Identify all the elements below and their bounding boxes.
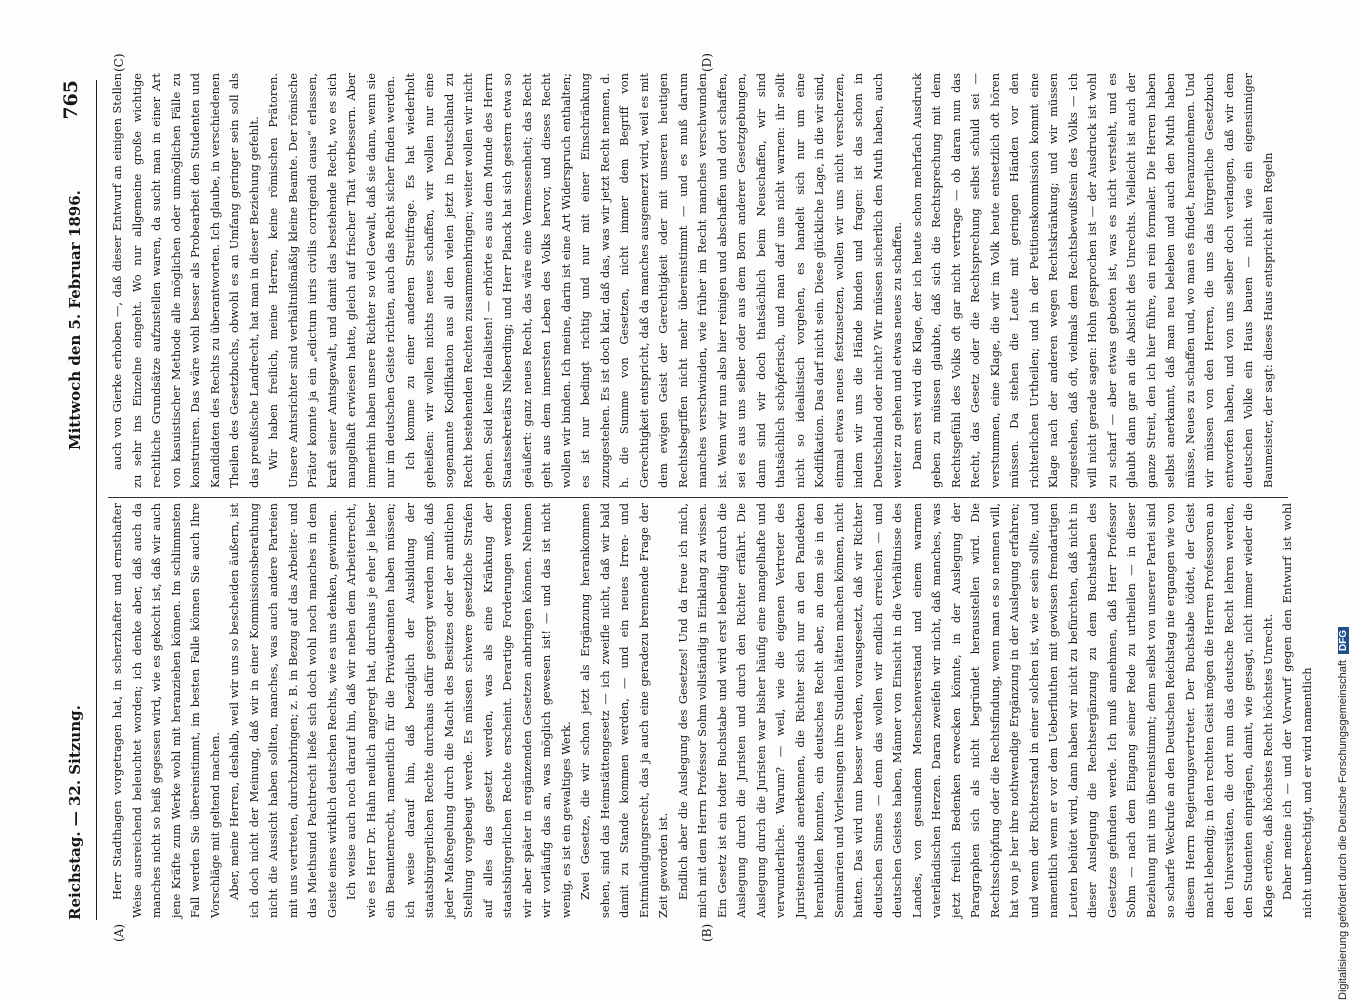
paragraph: Herr Stadthagen vorgetragen hat, in scherzhafter und ernsthafter Weise ausreichend beleuchtet worden; ich denke aber, daß auch da manches nicht so heiß gegessen wird, wie es gekocht ist, daß wir auch jene Kräfte zum Werke wohl mit heranziehen können. Im schlimmsten Fall werden Sie übereinstimmt, im besten Falle können Sie auch Ihre Vorschläge mit geltend machen. [110, 503, 222, 918]
page-header [56, 80, 97, 920]
page-number: 765 [60, 80, 82, 120]
paragraph: Ich komme zu einer anderen Streitfrage. Es hat wiederholt geheißen: wir wollen nichts neues schaffen, wir wollen nur eine sogenannte Kodifikation aus all den vielen jetzt in Deutschland zu Recht bestehenden Rechten zusammenbringen; weiter wollen wir nicht gehen. Seid keine Idealisten! — erhörte es aus dem Munde des Herrn Staatssekretärs Nieberding; und Herr Planck hat sich gestern etwa so geäußert: ganz neues Recht, das wäre eine Vermessenheit; das Recht geht aus dem innersten Leben des Volks hervor, und dieses Recht wollen wir binden. Ich meine, darin ist eine Art Widerspruch enthalten; es ist nur bedingt richtig und nur mit einer Einschränkung zuzugestehen. Es ist doch klar, daß das, was wir jetzt Recht nennen, d. h. die Summe von Gesetzen, nicht immer dem Begriff von Gerechtigkeit entspricht, daß da manches ausgemerzt wird, weil es mit dem ewigen Geist der Gerechtigkeit oder mit unseren heutigen Rechtsbegriffen nicht mehr übereinstimmt — und es muß darum manches verschwinden, wie früher im Recht manches verschwunden ist. Wenn wir nun also hier reinigen und abschaffen und dort schaffen, sei es aus uns selber oder aus dem Born anderer Gesetzgebungen, dann sind wir doch thatsächlich beim Neuschaffen, wir sind thatsächlich schöpferisch, und man darf uns nicht warnen: ihr sollt nicht so idealistisch vorgehen, es handelt sich nur um eine Kodifikation. Das darf nicht sein. Diese glückliche Lage, in die wir sind, einmal etwas neues festzusetzen, wollen wir uns nicht verscherzen, indem wir uns die Hände binden und fragen: ist das schon in Deutschland oder nicht? Wir müssen sicherlich den Muth haben, auch weiter zu gehen und etwas neues zu schaffen. [402, 73, 904, 488]
paragraph: Dann erst wird die Klage, der ich heute schon mehrfach Ausdruck geben zu müssen glaubte, daß sich die Rechtsprechung mit dem Rechtsgefühl des Volks oft gar nicht vertrage — ob daran nun das Recht, das Gesetz oder die Rechtsprechung selbst schuld sei — verstummen, eine Klage, die wir im Volk heute entsetzlich oft hören müssen. Da stehen die Leute mit geringen Händen vor den richterlichen Urtheilen; und in der Petitionskommission kommt eine Klage nach der anderen wegen Rechtskränkung; und wir müssen zugestehen, daß oft, vielmals dem Rechtsbewußtsein des Volks — ich will nicht gerade sagen: Hohn gesprochen ist — der Ausdruck ist wohl zu scharf — aber etwas geboten ist, was es nicht versteht, und es glaubt dann gar an die Absicht des Unrechts. Vielleicht ist auch der ganze Streit, den ich hier führe, ein rein formaler. Die Herren haben selbst anerkannt, daß man neu beleben und auch den Muth haben müsse, Neues zu schaffen und, wo man es findet, heranzunehmen. Und wir müssen von den Herren, die uns das bürgerliche Gesetzbuch entworfen haben, und von uns selber doch verlangen, daß wir dem deutschen Volke ein Haus bauen — nicht wie ein eigensinniger Baumeister, der sagt: dieses Haus entspricht allen Regeln [909, 73, 1275, 488]
paragraph: Daher meine ich — und der Vorwurf gegen den Entwurf ist wohl nicht unberechtigt, und er wird namentlich [1280, 503, 1314, 918]
column-divider [108, 497, 1288, 498]
paragraph: Endlich aber die Auslegung des Gesetzes! Und da freue ich mich, mich mit dem Herrn Professor Sohm vollständig in Einklang zu wissen. Ein Gesetz ist ein todter Buchstabe und wird erst lebendig durch die Auslegung durch die Juristen und durch den Richter erfährt. Die Auslegung durch die Juristen war bisher häufig eine mangelhafte und verwunderliche. Warum? — weil, wie die eigenen Vertreter des Juristenstands anerkennen, die Richter sich nur an den Pandekten heranbilden konnten, ein deutsches Recht aber, an dem sie in den Seminarien und Vorlesungen ihre Studien hätten machen können, nicht hatten. Das wird nun besser werden, vorausgesetzt, daß wir Richter deutschen Sinnes — denn das wollen wir endlich erreichen — und deutschen Geistes haben, Männer von Einsicht in die Verhältnisse des Landes, von gesundem Menschenverstand und einem warmen vaterländischen Herzen. Daran zweifeln wir nicht, daß manches, was jetzt freilich Bedenken erwecken könnte, in der Auslegung der Paragraphen sich als nicht begründet herausstellen wird. Die Rechtsschöpfung oder die Rechtsfindung, wenn man es so nennen will, hat von je her ihre nothwendige Ergänzung in der Auslegung erfahren; und wenn der Richterstand in einer solchen ist, wie er sein sollte, und namentlich wenn er vor dem Ueberfluthen mit gewissen fremdartigen Leuten behütet wird, dann haben wir nicht zu befürchten, daß nicht in dieser Auslegung die Rechtsergänzung zu dem Buchstaben des Gesetzes gefunden werde. Ich muß annehmen, daß Herr Professor Sohm — nach dem Eingang seiner Rede zu urtheilen — in dieser Beziehung mit uns übereinstimmt; denn selbst von unserer Partei sind so scharfe Weckrufe an den Deutschen Reichstag nie ergangen wie von diesem Herrn Regierungsvertreter. Der Buchstabe tödtet, der Geist macht lebendig; in den rechten Geist mögen die Herren Professoren an den Universitäten, die dort nun das deutsche Recht lehren werden, den Studenten einprägen, damit, wie gesagt, nicht immer wieder die Klage ertöne, daß höchstes Recht höchstes Unrecht. [675, 502, 1275, 918]
paragraph: Ich weise auch noch darauf hin, daß wir neben dem Arbeiterrecht, wie es Herr Dr. Hahn neulich angeregt hat, durchaus je eher je lieber ein Beamtenrecht, namentlich für die Privatbeamten haben müssen; ich weise darauf hin, daß bezüglich der Ausbildung der staatsbürgerlichen Rechte durchaus dafür gesorgt werden muß, daß jeder Maßregelung durch die Macht des Besitzes oder der amtlichen Stellung vorgebeugt werde. Es müssen schwere gesetzliche Strafen auf alles das gesetzt werden, was als eine Kränkung der staatsbürgerlichen Rechte erscheint. Derartige Forderungen werden wir aber später in ergänzenden Gesetzen anbringen können. Nehmen wir vorläufig das an, was möglich gewesen ist! — und das ist nicht wenig, es ist ein gewaltiges Werk. [344, 503, 573, 918]
header-session: Reichstag. — 32. Sitzung. [66, 705, 84, 920]
paragraph: Zwei Gesetze, die wir schon jetzt als Ergänzung herankommen sehen, sind das Heimstättengesetz — ich zweifle nicht, daß wir bald damit zu Stande kommen werden, — und ein neues Irren- und Entmündigungsrecht, das ja auch eine geradezu brennende Frage der Zeit geworden ist. [578, 503, 670, 918]
margin-marker-a: (A) [112, 923, 126, 942]
right-column [108, 73, 1288, 488]
margin-marker-b: (B) [700, 923, 714, 942]
paragraph: auch von Gierke erhoben —, daß dieser Entwurf an einigen Stellen zu sehr ins Einzelne eingeht. Wo nur allgemeine große wichtige rechtliche Grundsätze aufzustellen waren, da sucht man in einer Art von kasuistischer Methode alle möglichen oder unmöglichen Fälle zu konstruiren. Das wäre wohl besser als Probearbeit den Studenten und Kandidaten des Rechts zu überantworten. Ich glaube, in verschiedenen Theilen des Gesetzbuchs, obwohl es an Umfang geringer sein soll als das preußische Landrecht, hat man in dieser Beziehung gefehlt. [110, 73, 261, 488]
digitization-text: Digitalisierung gefördert durch die Deutsche Forschungsgemeinschaft [1337, 660, 1349, 1000]
margin-marker-c: (C) [112, 53, 126, 72]
margin-marker-d: (D) [700, 53, 714, 72]
paragraph: Aber, meine Herren, deshalb, weil wir uns so bescheiden äußern, ist ich doch nicht der Meinung, daß wir in einer Kommissionsberathung nicht die Aussicht haben sollten, manches, was auch andere Parteien mit uns vertreten, durchzubringen; z. B. in Bezug auf das Arbeiter- und das Miethsund Pachtrecht ließe sich doch wohl noch manches in dem Geiste eines wirklich deutschen Rechts, wie es uns denken, gewinnen. [227, 503, 339, 918]
header-date: Mittwoch den 5. Februar 1896. [66, 190, 84, 450]
left-column [108, 502, 1314, 918]
paragraph: Wir haben freilich, meine Herren, keine römischen Prätoren. Unsere Amtsrichter sind verhältnißmäßig kleine Beamte. Der römische Prätor konnte ja ein „edictum iuris civilis corrigendi causa“ erlassen, kraft seiner Amtsgewalt, und damit das bestehende Recht, wo es sich mangelhaft erwiesen hatte, gleich auf frischer That verbessern. Aber immerhin haben unsere Richter so viel Gewalt, daß sie dann, wenn sie nur im deutschen Geiste richten, auch das Recht sicher finden werden. [266, 73, 397, 488]
digitization-note [1337, 0, 1357, 1000]
dfg-logo: DFG [1338, 627, 1349, 654]
